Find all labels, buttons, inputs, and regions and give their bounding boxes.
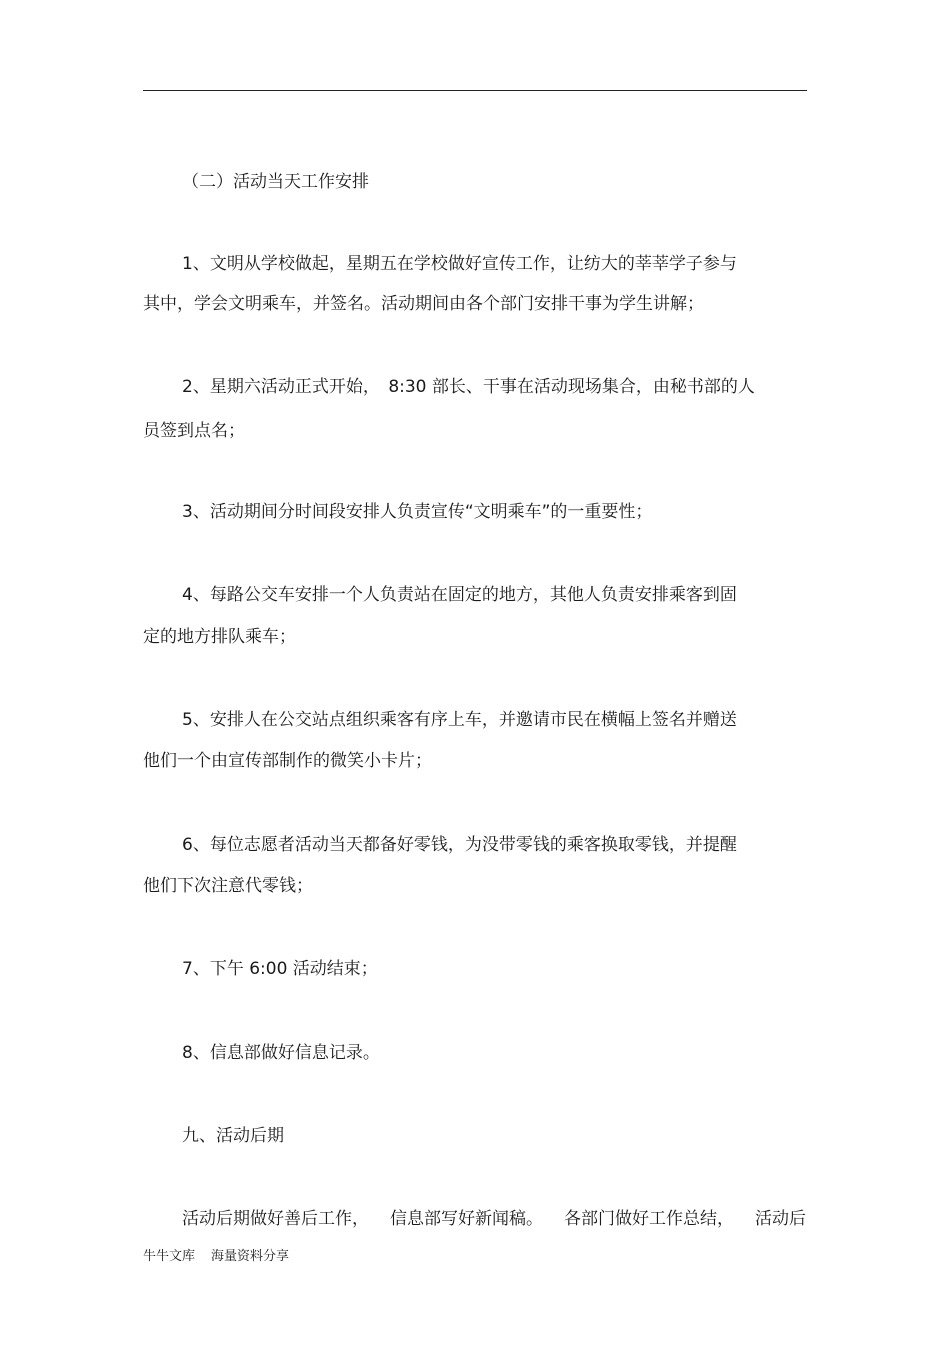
header-rule bbox=[143, 90, 807, 91]
footer-tagline: 海量资料分享 bbox=[211, 1249, 290, 1264]
item-6-line-2: 他们下次注意代零钱； bbox=[143, 876, 313, 896]
item-8-line-1: 8、信息部做好信息记录。 bbox=[182, 1043, 380, 1063]
closing-segment-4: 活动后 bbox=[755, 1209, 806, 1229]
section-nine-heading: 九、活动后期 bbox=[182, 1126, 284, 1146]
section-heading: （二）活动当天工作安排 bbox=[182, 172, 369, 192]
closing-segment-1: 活动后期做好善后工作， bbox=[182, 1209, 369, 1229]
item-5-line-1: 5、安排人在公交站点组织乘客有序上车，并邀请市民在横幅上签名并赠送 bbox=[182, 710, 737, 730]
item-1-line-1: 1、文明从学校做起，星期五在学校做好宣传工作，让纺大的莘莘学子参与 bbox=[182, 254, 737, 274]
item-4-line-1: 4、每路公交车安排一个人负责站在固定的地方，其他人负责安排乘客到固 bbox=[182, 585, 737, 605]
item-7-line-1: 7、下午 6:00 活动结束； bbox=[182, 959, 378, 979]
closing-segment-3: 各部门做好工作总结， bbox=[564, 1209, 734, 1229]
item-5-line-2: 他们一个由宣传部制作的微笑小卡片； bbox=[143, 751, 432, 771]
item-2-line-1: 2、星期六活动正式开始， 8:30 部长、干事在活动现场集合，由秘书部的人 bbox=[182, 377, 755, 397]
item-6-line-1: 6、每位志愿者活动当天都备好零钱，为没带零钱的乘客换取零钱，并提醒 bbox=[182, 835, 737, 855]
item-4-line-2: 定的地方排队乘车； bbox=[143, 627, 296, 647]
page-footer bbox=[143, 1248, 289, 1266]
footer-brand: 牛牛文库 bbox=[143, 1249, 196, 1264]
item-2-line-2: 员签到点名； bbox=[143, 421, 245, 441]
item-1-line-2: 其中，学会文明乘车，并签名。活动期间由各个部门安排干事为学生讲解； bbox=[143, 294, 704, 314]
item-3-line-1: 3、活动期间分时间段安排人负责宣传“文明乘车”的一重要性； bbox=[182, 502, 653, 522]
closing-segment-2: 信息部写好新闻稿。 bbox=[390, 1209, 543, 1229]
closing-paragraph-line bbox=[182, 1208, 806, 1230]
